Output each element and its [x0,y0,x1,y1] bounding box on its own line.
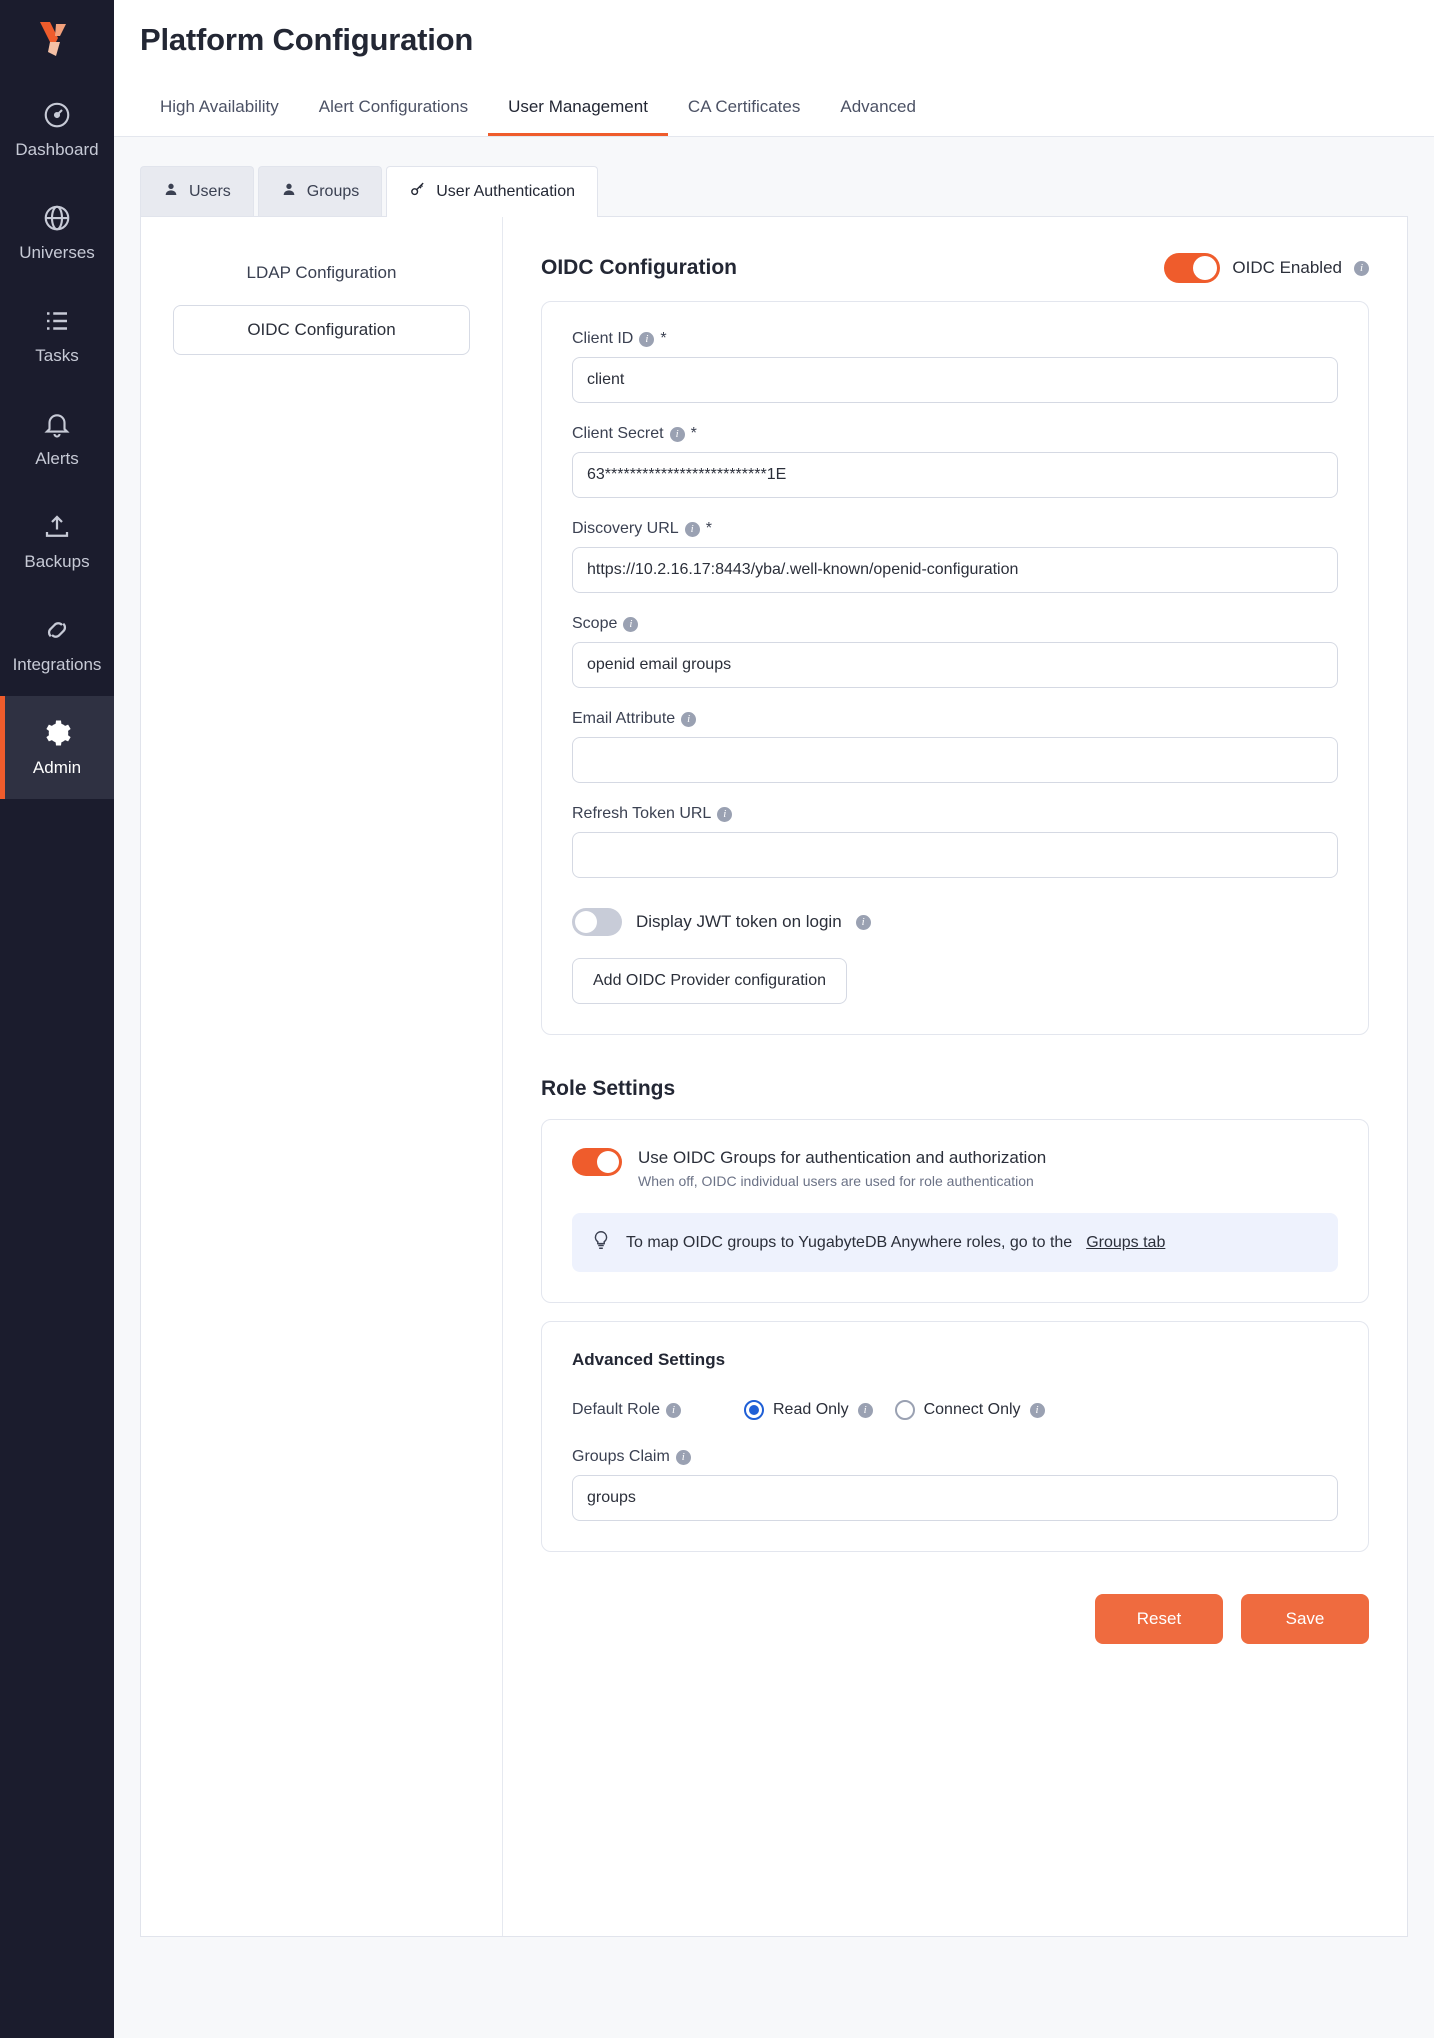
radio-connect-only-label: Connect Only [923,1401,1021,1418]
scope-field [572,615,1338,688]
sub-tab-label: Users [189,182,231,200]
refresh-token-url-field [572,805,1338,878]
main-content [114,0,1434,2038]
use-oidc-groups-label: Use OIDC Groups for authentication and authorization [638,1148,1047,1167]
content-area [114,137,1434,2038]
bell-icon [41,408,73,440]
client-id-field [572,330,1338,403]
save-button[interactable]: Save [1241,1594,1369,1644]
required-marker: * [705,520,712,537]
tab-alert-configurations[interactable]: Alert Configurations [318,97,469,116]
default-role-row [572,1400,1338,1420]
sub-tab-groups[interactable] [258,166,382,216]
yugabyte-logo-icon [36,18,78,60]
use-oidc-groups-sublabel: When off, OIDC individual users are used for role authentication [638,1173,1034,1189]
add-oidc-provider-button[interactable]: Add OIDC Provider configuration [572,958,847,1004]
info-icon[interactable]: i [1354,261,1369,276]
sidebar-item-label: Alerts [35,449,79,468]
use-oidc-groups-toggle[interactable] [572,1148,622,1176]
email-attribute-input[interactable] [572,737,1338,783]
sidebar-item-label: Universes [19,243,95,262]
discovery-url-input[interactable] [572,547,1338,593]
top-tab-bar [114,80,1434,137]
sidebar-item-universes[interactable] [0,181,114,284]
client-secret-input[interactable] [572,452,1338,498]
tab-high-availability[interactable]: High Availability [160,97,279,116]
auth-right-content [503,217,1407,1936]
page-header [114,0,1434,58]
use-oidc-groups-text [638,1148,1046,1189]
info-icon[interactable]: i [685,522,700,537]
oidc-enabled-toggle[interactable] [1164,253,1220,283]
role-settings-card [541,1119,1369,1303]
groups-claim-field [572,1448,1338,1521]
tab-ca-certificates[interactable]: CA Certificates [687,97,801,116]
sub-tab-label: User Authentication [436,183,575,200]
discovery-url-field [572,520,1338,593]
key-icon [409,181,426,203]
auth-panel [140,217,1408,1937]
sidebar-item-dashboard[interactable] [0,78,114,181]
user-icon [163,181,179,202]
email-attribute-label: Email Attribute i [572,710,1338,728]
use-oidc-groups-row [572,1148,1338,1189]
info-icon[interactable]: i [717,807,732,822]
client-id-input[interactable] [572,357,1338,403]
dashboard-icon [41,99,73,131]
info-icon[interactable]: i [670,427,685,442]
radio-connect-only[interactable] [895,1400,915,1420]
form-actions [541,1594,1369,1644]
scope-label: Scope i [572,615,1338,633]
sidebar-item-label: Dashboard [15,140,99,159]
backup-icon [41,511,73,543]
radio-read-only-label: Read Only [773,1401,849,1418]
sidebar-item-label: Backups [24,552,90,571]
info-icon[interactable]: i [681,712,696,727]
info-icon[interactable]: i [666,1403,681,1418]
sub-tab-bar [140,165,1408,217]
users-icon [281,181,297,202]
oidc-section-title: OIDC Configuration [541,256,737,279]
oidc-configuration-link[interactable]: OIDC Configuration [173,305,470,355]
groups-tip-banner [572,1213,1338,1272]
display-jwt-toggle[interactable] [572,908,622,936]
sidebar-item-label: Admin [32,758,82,777]
oidc-enabled-row [1164,253,1369,283]
info-icon[interactable]: i [1030,1403,1045,1418]
lightbulb-icon [590,1229,612,1256]
globe-icon [41,202,73,234]
info-icon[interactable]: i [858,1403,873,1418]
advanced-settings-card [541,1321,1369,1552]
groups-claim-input[interactable] [572,1475,1338,1521]
logo[interactable] [0,0,114,78]
email-attribute-field [572,710,1338,783]
integrations-icon [41,614,73,646]
sidebar-item-label: Tasks [35,346,79,365]
gear-icon [41,717,73,749]
sub-tab-users[interactable] [140,166,254,216]
sub-tab-user-authentication[interactable] [386,166,598,217]
sidebar-item-integrations[interactable] [0,593,114,696]
client-secret-field [572,425,1338,498]
default-role-label: Default Role i [572,1401,722,1419]
groups-tab-link[interactable]: Groups tab [1086,1233,1166,1251]
required-marker: * [690,425,697,442]
required-marker: * [660,330,667,347]
groups-tip-text: To map OIDC groups to YugabyteDB Anywhere roles, go to the [626,1233,1073,1251]
default-role-connect-only-option[interactable] [895,1400,1045,1420]
sidebar-item-alerts[interactable] [0,387,114,490]
role-settings-title: Role Settings [541,1077,676,1100]
display-jwt-label: Display JWT token on login [636,912,842,931]
tab-user-management[interactable]: User Management [488,80,668,136]
default-role-read-only-option[interactable] [744,1400,873,1420]
advanced-settings-title: Advanced Settings [572,1350,726,1369]
sidebar-item-admin[interactable] [0,696,114,799]
client-secret-label: Client Secret i * [572,425,697,442]
sidebar-item-backups[interactable] [0,490,114,593]
jwt-toggle-row [572,908,1338,936]
info-icon[interactable]: i [623,617,638,632]
sidebar-item-label: Integrations [12,655,102,674]
groups-claim-label: Groups Claim i [572,1448,1338,1466]
list-icon [41,305,73,337]
refresh-token-url-input[interactable] [572,832,1338,878]
sidebar [0,0,114,2038]
refresh-token-url-label: Refresh Token URL i [572,805,1338,823]
oidc-enabled-label: OIDC Enabled [1232,258,1342,277]
oidc-fields-card [541,301,1369,1035]
info-icon[interactable]: i [639,332,654,347]
ldap-configuration-link[interactable]: LDAP Configuration [246,263,397,282]
client-id-label: Client ID i * [572,330,667,347]
oidc-section-header [541,253,1369,283]
info-icon[interactable]: i [676,1450,691,1465]
auth-left-nav [141,217,503,1936]
radio-read-only[interactable] [744,1400,764,1420]
info-icon[interactable]: i [856,915,871,930]
tab-advanced[interactable]: Advanced [840,97,916,116]
reset-button[interactable]: Reset [1095,1594,1223,1644]
sidebar-item-tasks[interactable] [0,284,114,387]
page-title: Platform Configuration [140,22,474,57]
scope-input[interactable] [572,642,1338,688]
discovery-url-label: Discovery URL i * [572,520,712,537]
sub-tab-label: Groups [306,182,360,200]
